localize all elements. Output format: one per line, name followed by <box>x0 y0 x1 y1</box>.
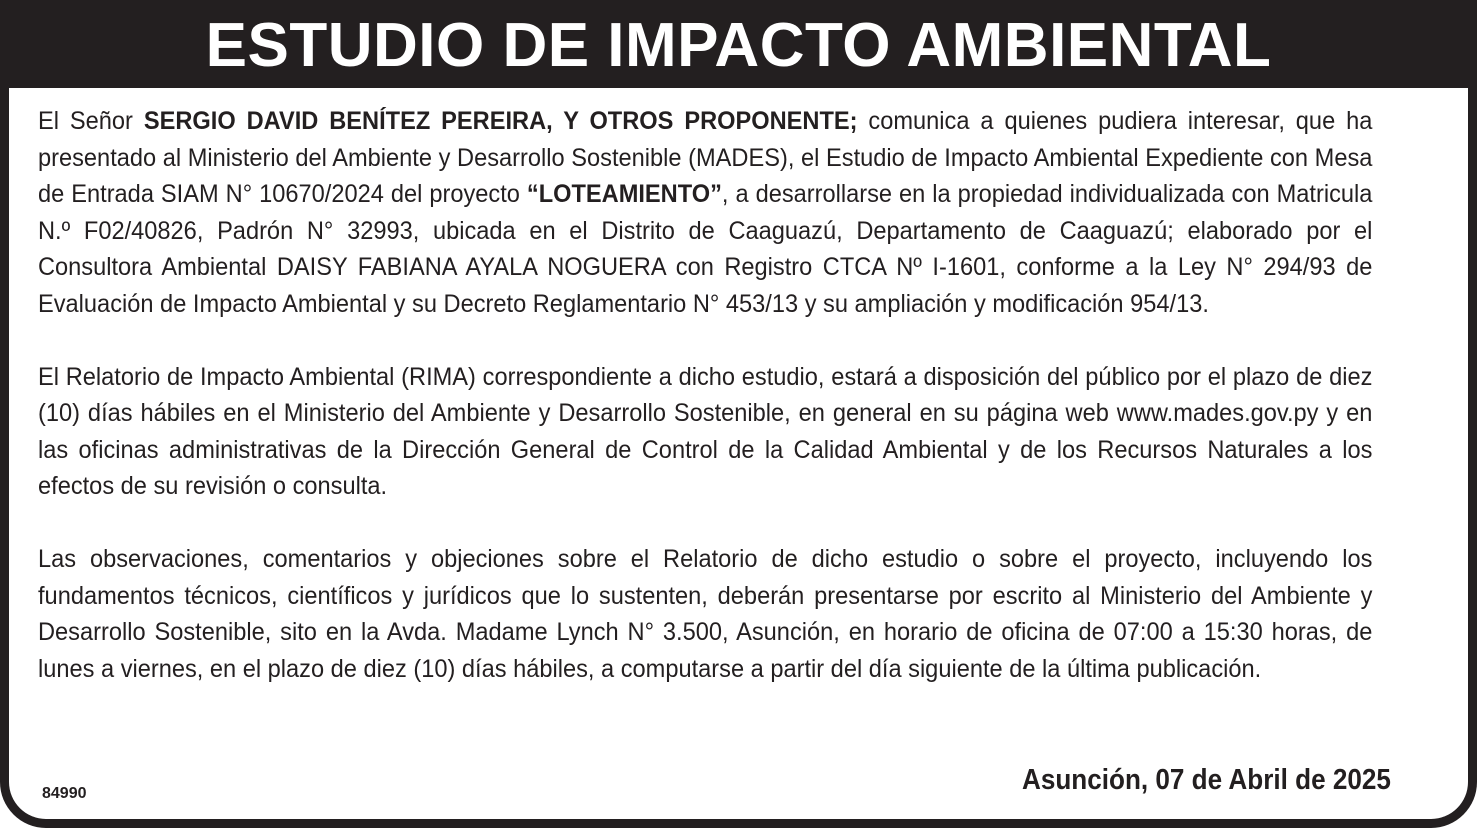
reference-number: 84990 <box>42 785 87 802</box>
notice-title: ESTUDIO DE IMPACTO AMBIENTAL <box>0 0 1477 88</box>
proponent-name: SERGIO DAVID BENÍTEZ PEREIRA, Y OTROS PROPONENTE; <box>143 108 858 135</box>
paragraph-rima-availability: El Relatorio de Impacto Ambiental (RIMA) correspondiente a dicho estudio, estará a disposición del público por el plazo de diez (10) días hábiles en el Ministerio del Ambiente y Desarrollo Sostenible, en general en su página web www.mades.gov.py y en las oficinas administrativas de la Dirección General de Control de la Calidad Ambiental y de los Recursos Naturales a los efectos de su revisión o consulta. <box>38 363 1373 500</box>
paragraph-intro: El Señor <box>38 108 144 135</box>
paragraph-observations: Las observaciones, comentarios y objeciones sobre el Relatorio de dicho estudio o sobre el proyecto, incluyendo los fundamentos técnicos, científicos y jurídicos que lo sustenten, deberán presentarse por escrito al Ministerio del Ambiente y Desarrollo Sostenible, sito en la Avda. Madame Lynch N° 3.500, Asunción, en horario de oficina de 07:00 a 15:30 horas, de lunes a viernes, en el plazo de diez (10) días hábiles, a computarse a partir del día siguiente de la última publicación. <box>38 546 1373 683</box>
project-name: “LOTEAMIENTO” <box>526 181 722 208</box>
paragraph-announcement <box>38 104 1372 323</box>
paragraph-text-b: , a desarrollarse en la propiedad individualizada con Matricula N.º F02/40826, Padrón N° 32993, ubicada en el Distrito de Caaguazú, Departamento de Caaguazú; elaborado por el Consultora Ambiental DAISY FABIANA AYALA NOGUERA con Registro CTCA Nº I-1601, conforme a la Ley N° 294/93 de Evaluación de Impacto Ambiental y su Decreto Reglamentario N° 453/13 y su ampliación y modificación 954/13. <box>38 181 1373 318</box>
notice-body <box>38 104 1372 725</box>
place-and-date: Asunción, 07 de Abril de 2025 <box>1022 764 1391 796</box>
paragraph-text-a: comunica a quienes pudiera interesar, que ha presentado al Ministerio del Ambiente y Desarrollo Sostenible (MADES), el Estudio de Impacto Ambiental Expediente con Mesa de Entrada SIAM N° 10670/2024 del proyecto <box>38 108 1373 208</box>
